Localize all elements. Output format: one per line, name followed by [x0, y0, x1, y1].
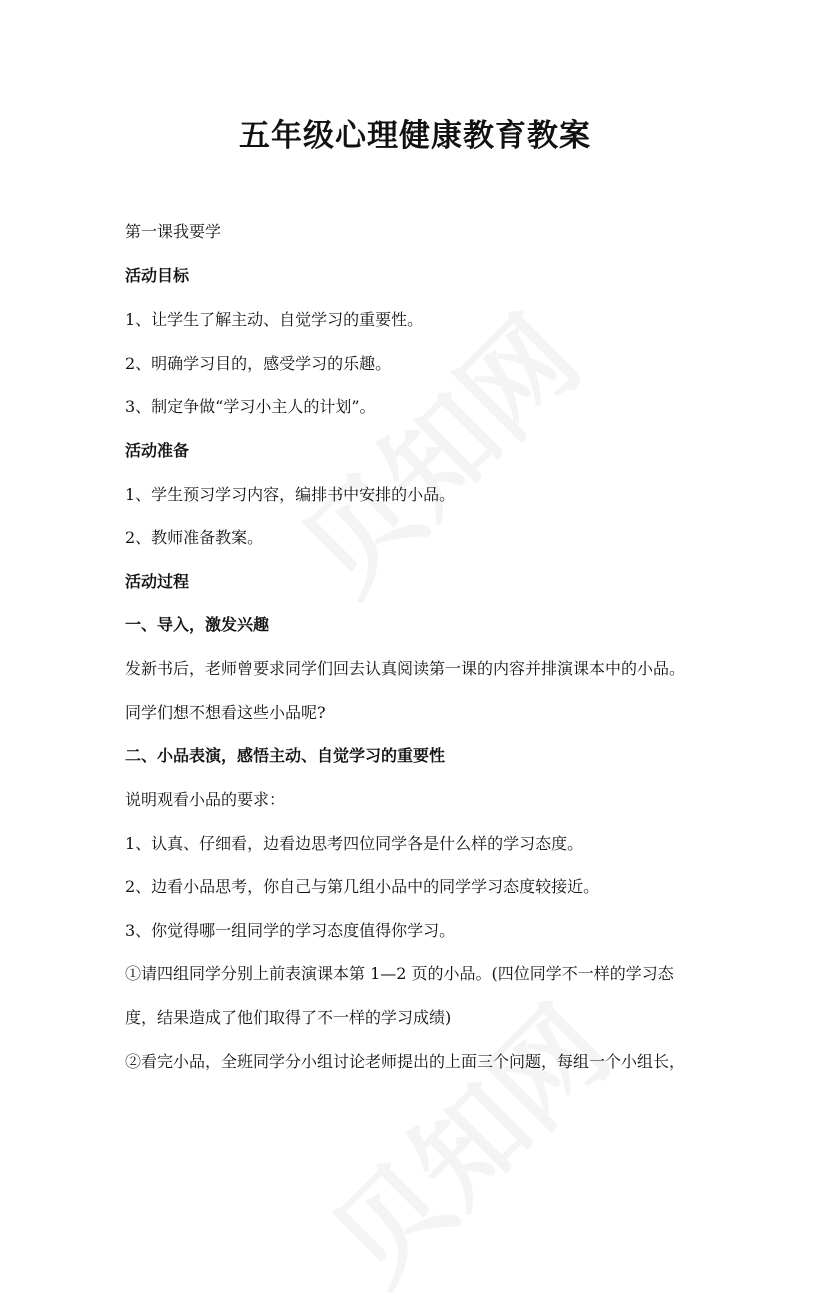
subsection-heading: 二、小品表演，感悟主动、自觉学习的重要性 [125, 746, 446, 765]
lesson-heading: 第一课我要学 [125, 222, 222, 241]
document-title: 五年级心理健康教育教案 [239, 118, 591, 154]
paragraph-line: 2、边看小品思考，你自己与第几组小品中的同学学习态度较接近。 [125, 877, 600, 896]
paragraph-line: 3、你觉得哪一组同学的学习态度值得你学习。 [125, 921, 456, 940]
paragraph-line: 2、教师准备教案。 [125, 528, 264, 547]
paragraph-line: 2、明确学习目的，感受学习的乐趣。 [125, 354, 392, 373]
paragraph-line: 说明观看小品的要求： [125, 790, 286, 809]
section-heading-process: 活动过程 [125, 572, 190, 591]
paragraph-line: 度，结果造成了他们取得了不一样的学习成绩) [125, 1008, 452, 1027]
paragraph-line: ①请四组同学分别上前表演课本第 1—2 页的小品。(四位同学不一样的学习态 [125, 964, 674, 983]
subsection-heading: 一、导入，激发兴趣 [125, 615, 270, 634]
section-heading-preparation: 活动准备 [125, 441, 190, 460]
paragraph-line: ②看完小品，全班同学分小组讨论老师提出的上面三个问题，每组一个小组长， [125, 1052, 686, 1071]
section-heading-goals: 活动目标 [125, 266, 190, 285]
paragraph-line: 1、让学生了解主动、自觉学习的重要性。 [125, 310, 424, 329]
paragraph-line: 3、制定争做“学习小主人的计划”。 [125, 397, 376, 416]
paragraph-line: 发新书后，老师曾要求同学们回去认真阅读第一课的内容并排演课本中的小品。 [125, 659, 686, 678]
paragraph-line: 1、认真、仔细看，边看边思考四位同学各是什么样的学习态度。 [125, 834, 584, 853]
paragraph-line: 同学们想不想看这些小品呢? [125, 703, 326, 722]
paragraph-line: 1、学生预习学习内容，编排书中安排的小品。 [125, 485, 456, 504]
